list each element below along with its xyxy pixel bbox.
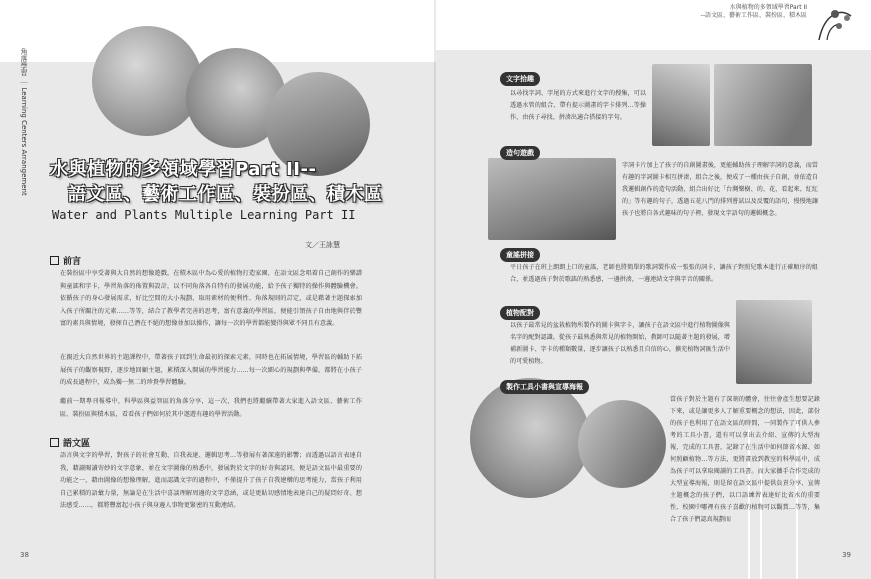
text-nursery-rhyme: 平日孩子在班上朗朗上口的童謠，老師也將簡單的歌詞製作成一張張的詞卡，讓孩子對照兒歌本進行正確順序的組合，並透過孩子對於歌謠的熟悉感，一邊拼湊，一邊連結文字與字音的關係。 [510,264,818,283]
plant-illustration-icon [813,2,857,42]
tag-nursery-rhyme: 童謠拼接 [500,248,540,262]
photo-sentence-cards [488,158,616,240]
author: 文／王詠慧 [305,241,340,249]
intro-paragraph-1: 在裝扮區中享受著與大自然的想像遊戲，在積木區中為心愛的植物打造家園，在語文區念唱着自己創作的樂譜與童謠和字卡，學習角落的佈置與設計，以不同角落各自特有的發展功能，給予孩子獨特的操作與體驗機會。依循孩子的身心發展需求，好比空間的大小規劃、取用素材的便利性、角落規則的訂定，或是藉著主題探索加入孩子所關注的元素……等等，結合了教學者完善的思考，富有意義的學習區，便能引領孩子自由地與伴於豐富的素具與情境，發揮自己潛在不絕的想像並加以操作，讓每一次的學習都能變得與眾不同且有意義。 [60,270,362,327]
photo-poster [578,400,666,488]
heading-box-icon [50,438,59,447]
page-number-right: 39 [842,551,851,559]
intro-paragraph-3: 繼前一期專刊報導中，科學區與益智區的角落分享，這一次，我們也將繼續帶著大家進入語文區、藝術工作區、裝扮區與積木區，看看孩子們如何於其中遨遊有趣的學習活動。 [60,398,362,418]
tag-word-fun: 文字拾趣 [500,72,540,86]
text-word-fun: 以尋找字詞、字尾的方式來進行文字的搜集，可以透過水管的組合、帶有提示圖畫的字卡排列…等操作，由孩子尋找、拼湊出適合搭接的字句。 [510,90,646,121]
intro-paragraph-2: 在親近大自然世界的主題課程中，帶著孩子回到生命最初的探索元素，同時也在拓展情境，學習區的輔助下拓展孩子的觀察視野，逐步地回顧主題，累積深入開展的學習能力……每一次細心的規劃與準備，都將在小孩子的成長過程中，成為獨一無二的珍貴學習體驗。 [60,354,362,386]
header-line-1: 水與植物的多領域學習Part II [729,4,807,11]
photo-water-pipes [652,64,710,146]
title-line-2: 語文區、藝術工作區、裝扮區、積木區 [68,184,383,205]
heading-box-icon [50,256,59,265]
tag-plant-matching: 植物配對 [500,306,540,320]
right-page [436,0,871,579]
running-header [701,4,807,20]
tag-sentence-game: 造句遊戲 [500,146,540,160]
text-tool-book-poster: 當孩子對於主題有了深刻的體會，往往會產生想要記錄下來，或是讓更多人了解重要概念的想法，因此，部份的孩子也利用了在語文區的時間，一同製作了可供人參考的工具小書，還有可以拿出去介紹、宣傳的大型海報，完成的工具書，記錄了在生活中如何節省水源、如何照顧植物…等方法，更將畫放到教室的科學區中，成為孩子可以拿取閱讀的工具書。而大家攜手合作完成的大型宣導海報，則是留在語文區中提供負責分享、宣傳主題概念的孩子們，以口語練習表達好比省水的重要性、校園中哪裡有孩子喜歡的植物可以觀賞…等等，集合了孩子們認真規劃而 [670,396,820,523]
section-heading-language: 語文區 [50,436,90,449]
title-line-1: 水與植物的多領域學習Part II-- [50,159,317,180]
photo-children-reading [470,378,590,498]
header-line-2: --語文區、藝術工作區、裝扮區、積木區 [700,12,807,19]
text-sentence-game: 字詞卡片加上了孩子的自創圖畫後，更能輔助孩子理解字詞的意義，而當有趣的字詞圖卡相互拼湊，組合之後，便成了一種由孩子自創，並依造自我邏輯創作的造句活動，組合出好比「台灣樂樹、的、花、看起來、紅紅的」等有趣的句子，透過五花八門的排列嘗試以及反覆的語句，慢慢地讓孩子也將自各式趣味的句子裡，發現文字語句的邏輯概念。 [622,162,818,217]
title-english: Water and Plants Multiple Learning Part II [52,208,356,222]
section-heading-intro: 前言 [50,254,81,267]
photo-word-cards [714,64,812,146]
tag-tool-book-poster: 製作工具小書與宣導海報 [500,380,589,394]
language-paragraph: 語言與文字的學習，對孩子的社會互動、自我表達、邏輯思考…等發展有著深遠的影響；而透過以語言表達自我，藉讀閱讀寄妙的文字意象，並在文字圖像的熟悉中，發展對於文字的好奇與認同，便是語文區中最重要的功能之一，藉由圖像的想像理解，進而認識文字的過程中，不僅提升了孩子自我建構的思考能力，當孩子利用自己累積的語彙力量，無論是在生活中喜談理解周邊的文字意涵，或是更貼切感情地表達自己的疑問好奇、想法感受……，都將豐富起小孩子與身邊人事物更緊密的互動連結。 [60,452,362,509]
text-plant-matching: 以孩子最常見的盆栽植物所製作的圖卡與字卡，讓孩子在語文區中進行植物圖像與名字的配對認識。從孩子最熟悉與常見的植物開始，教師可以隨著主題的發展，增補新圖卡、字卡的種類數量，逐步讓孩子以熟悉且自信的心，擴充植物詞匯生活中的可愛植物。 [510,322,730,365]
photo-plant-matching [736,300,812,384]
photo-children-playing [92,26,202,136]
page-number-left: 38 [20,551,29,559]
side-label: 角落學習 ｜ Learning Centers Arrangement [20,48,28,196]
